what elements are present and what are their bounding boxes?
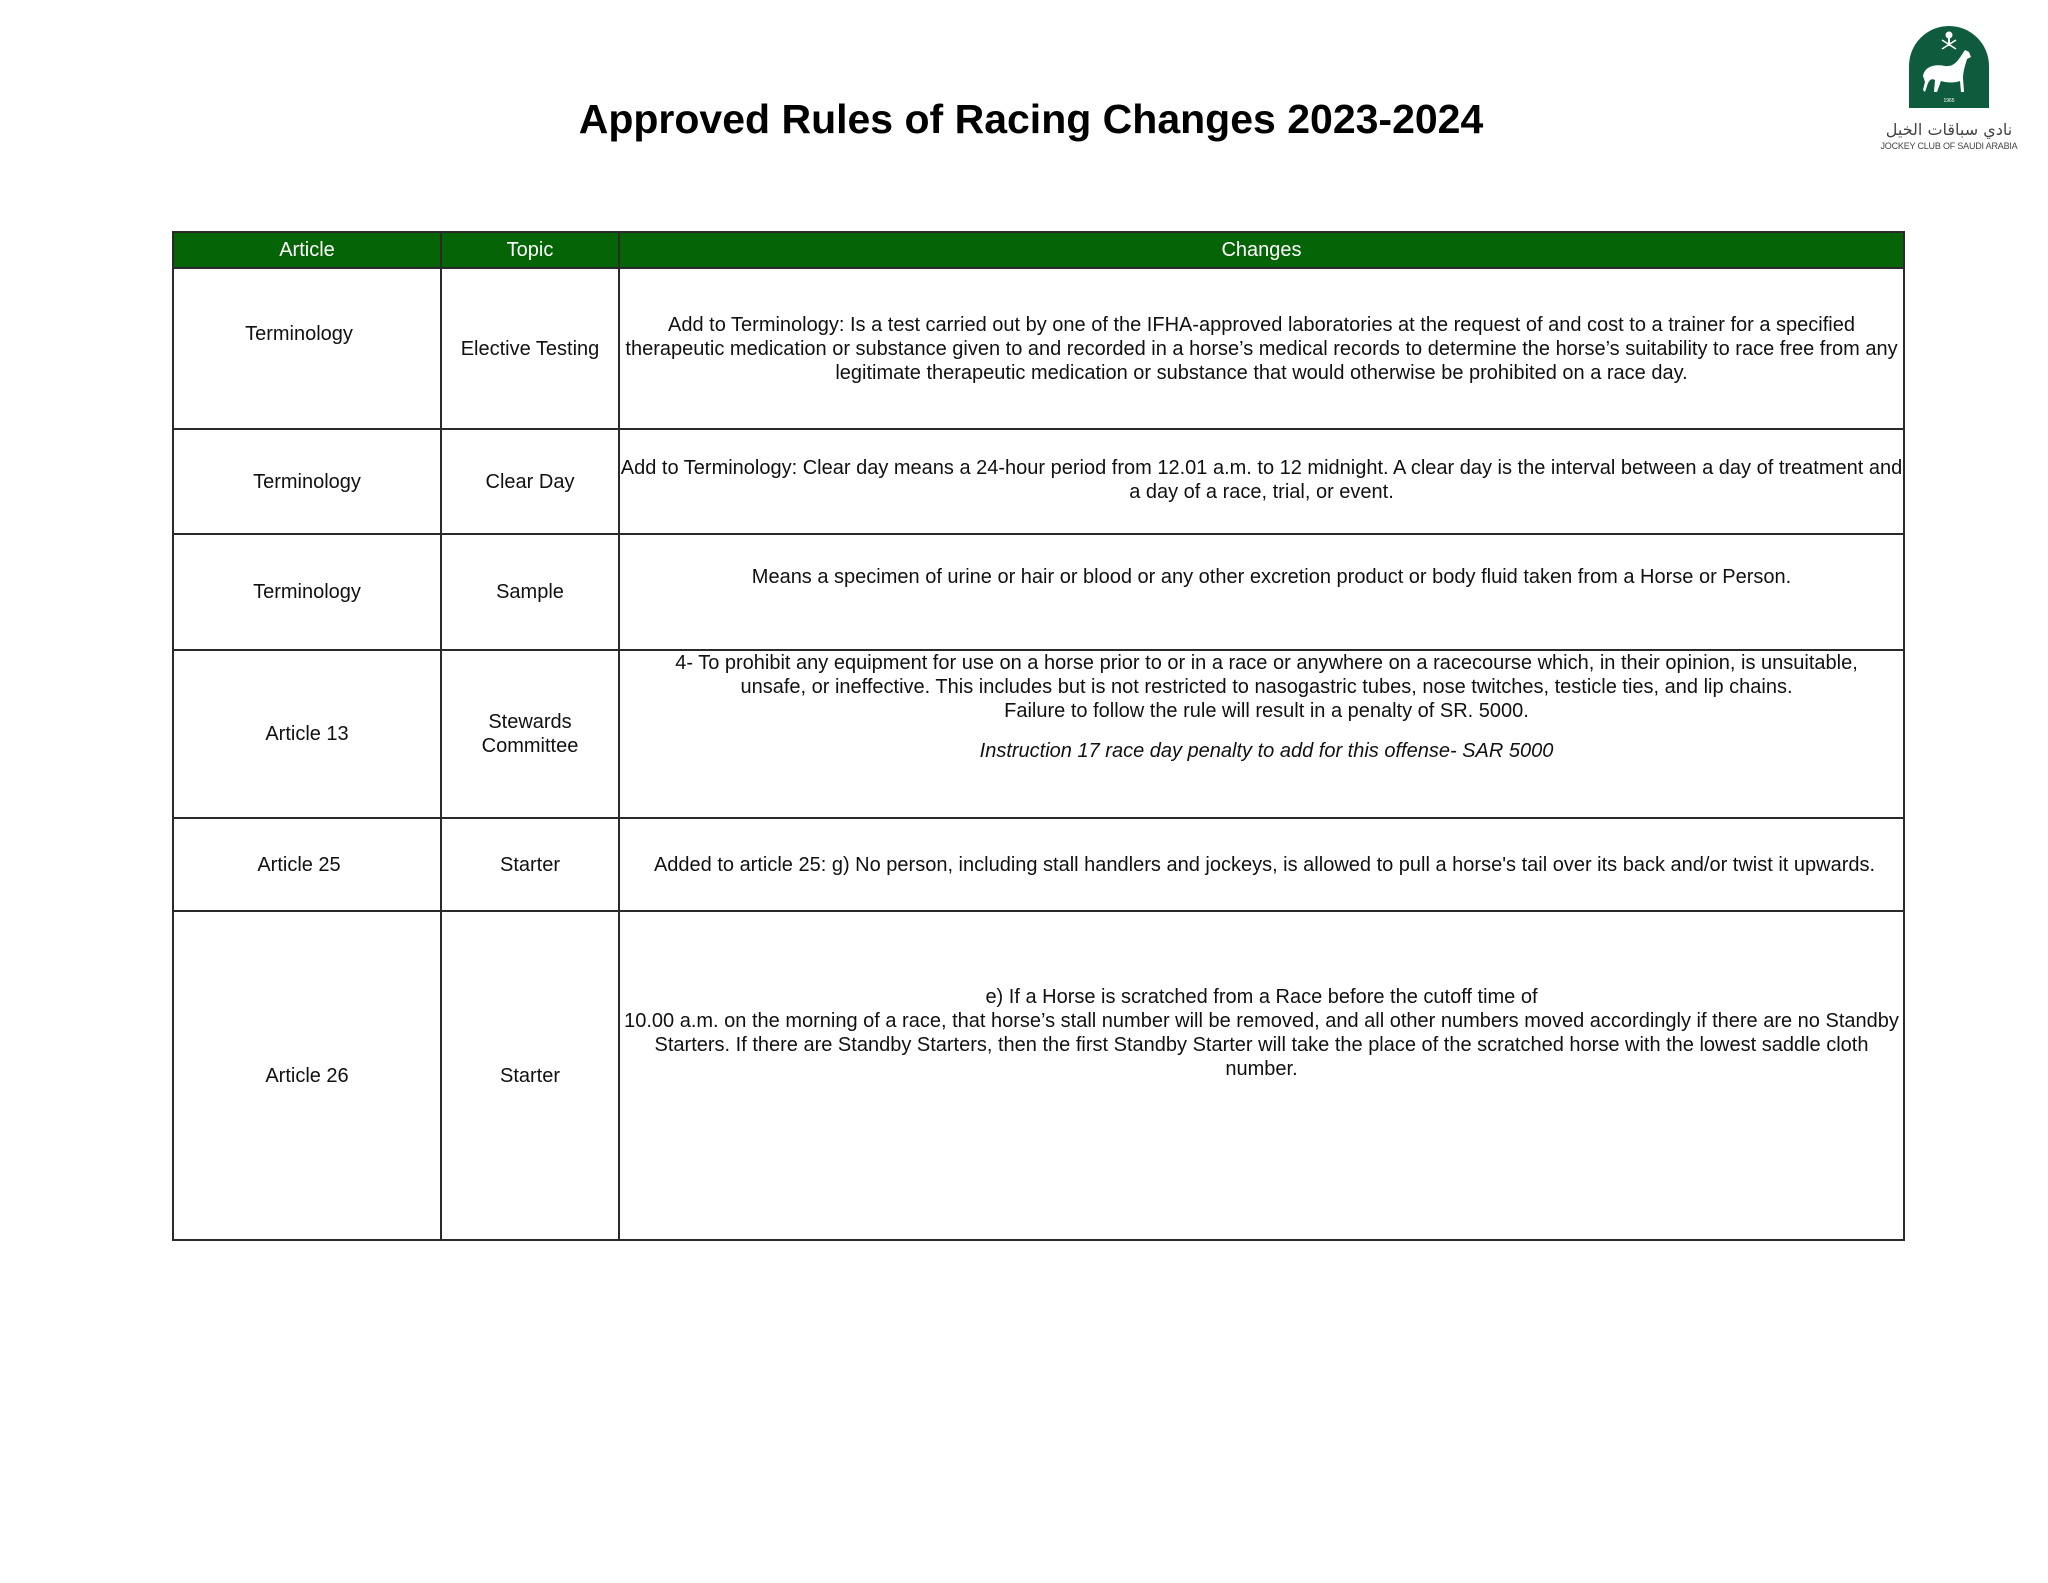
column-header-changes: Changes — [619, 232, 1904, 268]
article-cell: Terminology — [173, 534, 441, 650]
svg-text:1965: 1965 — [1943, 98, 1955, 104]
topic-cell: Clear Day — [441, 429, 619, 534]
column-header-topic: Topic — [441, 232, 619, 268]
article-cell: Article 26 — [173, 911, 441, 1240]
logo-english-name: JOCKEY CLUB OF SAUDI ARABIA — [1880, 141, 2018, 151]
jockey-club-logo — [1873, 26, 2023, 156]
changes-text: Add to Terminology: Clear day means a 24-hour period from 12.01 a.m. to 12 midnight. A clear day is the interval between a day of treatment and a day of a race, trial, or event. — [620, 457, 1903, 503]
changes-cell — [619, 429, 1904, 534]
column-header-article: Article — [173, 232, 441, 268]
article-text: Article 25 — [257, 853, 341, 876]
changes-cell: Added to article 25: g) No person, including stall handlers and jockeys, is allowed to pull a horse's tail over its back and/or twist it upwards. — [619, 818, 1904, 911]
page-title: Approved Rules of Racing Changes 2023-2024 — [578, 96, 1484, 142]
changes-cell — [619, 650, 1904, 818]
table-row — [173, 429, 1904, 534]
topic-cell: Elective Testing — [441, 268, 619, 429]
table-row — [173, 818, 1904, 911]
article-cell: Terminology — [173, 429, 441, 534]
topic-cell: Starter — [441, 818, 619, 911]
table-row — [173, 911, 1904, 1240]
rules-changes-table — [172, 231, 1905, 1241]
topic-cell: Sample — [441, 534, 619, 650]
changes-text: Means a specimen of urine or hair or blood or any other excretion product or body fluid taken from a Horse or Person. — [751, 566, 1792, 588]
table-row — [173, 534, 1904, 650]
changes-cell — [619, 911, 1904, 1240]
article-text: Terminology — [245, 322, 353, 345]
article-cell: Article 13 — [173, 650, 441, 818]
article-cell — [173, 818, 441, 911]
topic-cell: Stewards Committee — [441, 650, 619, 818]
topic-cell: Starter — [441, 911, 619, 1240]
penalty-text: Failure to follow the rule will result in a penalty of SR. 5000. — [1004, 700, 1529, 722]
changes-text: 4- To prohibit any equipment for use on a horse prior to or in a race or anywhere on a racecourse which, in their opinion, is unsuitable, unsafe, or ineffective. This includes but is not restricted to nasogastric tubes, nose twitches, testicle ties, and lip chains. — [675, 652, 1858, 698]
changes-text-continued: 10.00 a.m. on the morning of a race, that horse’s stall number will be removed, and all other numbers moved accordingly if there are no Standby Starters. If there are Standby Starters, then the first Standby Starter will take the place of the scratched horse with the lowest saddle cloth number. — [624, 1010, 1899, 1080]
changes-cell: Add to Terminology: Is a test carried out by one of the IFHA-approved laboratories at the request of and cost to a trainer for a specified therapeutic medication or substance given to and recorded in a horse’s medical records to determine the horse’s suitability to race free from any legitimate therapeutic medication or substance that would otherwise be prohibited on a race day. — [619, 268, 1904, 429]
table-row — [173, 650, 1904, 818]
table-row — [173, 268, 1904, 429]
changes-cell — [619, 534, 1904, 650]
logo-arabic-name: نادي سباقات الخيل — [1885, 120, 2013, 139]
changes-text: e) If a Horse is scratched from a Race before the cutoff time of — [985, 986, 1538, 1008]
article-cell — [173, 268, 441, 429]
instruction-note: Instruction 17 race day penalty to add for this offense- SAR 5000 — [979, 740, 1554, 762]
horse-emblem-icon — [1909, 26, 1989, 108]
table-header-row — [173, 232, 1904, 268]
